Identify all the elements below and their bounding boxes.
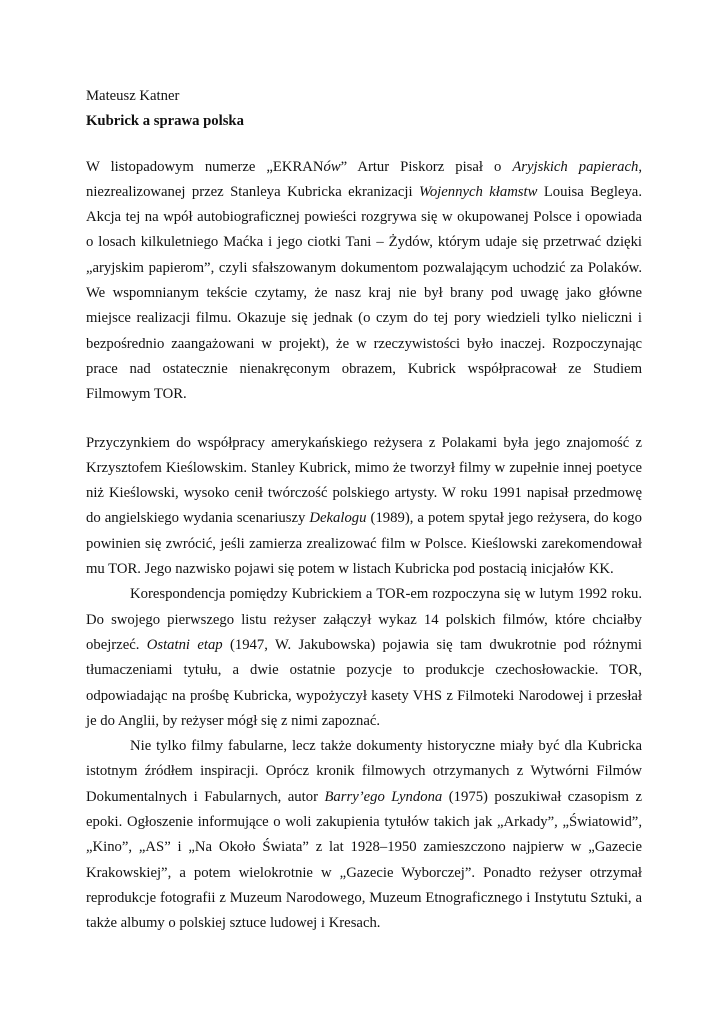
text-run: (1975) poszukiwał czasopism z: [442, 788, 642, 805]
article-body: [86, 155, 642, 937]
text-line: [86, 332, 642, 357]
text-run: powinien się zwrócić, jeśli zamierza zrealizować film w Polsce. Kieślowski zarekomendował: [86, 535, 642, 552]
text-run: niezrealizowanej przez Stanleya Kubricka ekranizacji: [86, 183, 419, 200]
text-run: Dokumentalnych i Fabularnych, autor: [86, 788, 325, 805]
paragraph: [86, 155, 642, 408]
text-line: [86, 481, 642, 506]
text-run: istotnym źródłem inspiracji. Oprócz kronik filmowych otrzymanych z Wytwórni Filmów: [86, 763, 642, 780]
text-run: Krakowskiej”, a potem wielokrotnie w „Gazecie Wyborczej”. Ponadto reżyser otrzymał: [86, 864, 642, 881]
text-run: epoki. Ogłoszenie informujące o woli zakupienia tytułów takich jak „Arkady”, „Światowid”,: [86, 814, 642, 831]
text-run: Louisa Begleya.: [537, 183, 642, 200]
text-run: reprodukcje fotografii z Muzeum Narodowego, Muzeum Etnograficznego i Instytutu Sztuki, a: [86, 889, 642, 906]
text-run: miejsce realizacji filmu. Okazuje się jednak (o czym do tej pory wiedzieli tylko nieliczni i: [86, 310, 642, 327]
text-line: [86, 431, 642, 456]
text-run: „Kino”, „AS” i „Na Około Świata” z lat 1928–1950 zamieszczono najpierw w „Gazecie: [86, 839, 642, 856]
text-line: [86, 810, 642, 835]
text-line: [86, 557, 642, 582]
text-run: także albumy o polskiej sztuce ludowej i Kresach.: [86, 915, 381, 932]
text-line: [86, 582, 642, 607]
document-page: [86, 84, 642, 937]
article-title: Kubrick a sprawa polska: [86, 113, 244, 130]
text-run: o losach kilkuletniego Maćka i jego ciotki Tani – Żydów, którym udaje się przetrwać dzięki: [86, 234, 642, 251]
text-line: [86, 759, 642, 784]
text-line: [86, 861, 642, 886]
text-line: [86, 911, 642, 936]
text-line: [86, 306, 642, 331]
text-run: do angielskiego wydania scenariuszy: [86, 510, 310, 527]
text-line: [86, 658, 642, 683]
text-line: [86, 608, 642, 633]
text-run: tłumaczeniami tytułu, a dwie ostatnie pozycje to produkcje czechosłowackie. TOR,: [86, 662, 642, 679]
text-run: prace nad ostatecznie nienakręconym obrazem, Kubrick współpracował ze Studiem: [86, 360, 642, 377]
text-line: [86, 256, 642, 281]
author-name: Mateusz Katner: [86, 88, 180, 104]
text-run: Akcja tej na wpół autobiograficznej powieści rozgrywa się w okupowanej Polsce i opowiada: [86, 209, 642, 226]
text-run: We wspomnianym tekście czytamy, że nasz kraj nie był brany pod uwagę jako główne: [86, 285, 642, 302]
text-line: [86, 382, 642, 407]
text-run: Krzysztofem Kieślowskim. Stanley Kubrick, mimo że tworzył filmy w zupełnie innej poetyce: [86, 459, 642, 476]
text-run: bezpośrednio zaangażowani w projekt), że w rzeczywistości było inaczej. Rozpoczynając: [86, 335, 642, 352]
paragraph: [86, 582, 642, 734]
text-run: odpowiadając na prośbę Kubricka, wypożyczył kasety VHS z Filmoteki Narodowej i przesłał: [86, 687, 642, 704]
text-run: W listopadowym numerze „EKRAN: [86, 158, 324, 175]
text-line: [86, 506, 642, 531]
text-line: [86, 205, 642, 230]
text-line: [86, 456, 642, 481]
italic-title: Ostatni etap: [146, 636, 223, 653]
italic-title: ów: [323, 158, 341, 175]
text-run: „aryjskim papierom”, czyli sfałszowanym dokumentom pozwalającym uchodzić za Polaków.: [86, 259, 642, 276]
text-run: Korespondencja pomiędzy Kubrickiem a TOR-em rozpoczyna się w lutym 1992 roku.: [130, 586, 642, 603]
italic-title: Dekalogu: [309, 510, 367, 527]
text-run: niż Kieślowski, wysoko cenił twórczość polskiego artysty. W roku 1991 napisał przedmowę: [86, 485, 642, 502]
text-run: ,: [638, 158, 643, 175]
text-run: ” Artur Piskorz pisał o: [340, 158, 513, 175]
text-run: Nie tylko filmy fabularne, lecz także dokumenty historyczne miały być dla Kubricka: [130, 738, 642, 755]
italic-title: Aryjskich papierach: [512, 158, 639, 175]
text-line: [86, 886, 642, 911]
text-run: (1989), a potem spytał jego reżysera, do kogo: [366, 510, 642, 527]
text-line: [86, 532, 642, 557]
text-run: Filmowym TOR.: [86, 386, 187, 403]
paragraph: [86, 431, 642, 583]
text-run: obejrzeć.: [86, 636, 147, 653]
text-line: [86, 155, 642, 180]
text-run: je do Anglii, by reżyser mógł się z nimi zapoznać.: [86, 712, 381, 729]
text-line: [86, 230, 642, 255]
text-line: [86, 835, 642, 860]
text-line: [86, 357, 642, 382]
text-run: mu TOR. Jego nazwisko pojawi się potem w listach Kubricka pod postacią inicjałów KK.: [86, 561, 614, 578]
text-line: [86, 709, 642, 734]
text-line: [86, 180, 642, 205]
text-line: [86, 633, 642, 658]
text-line: [86, 734, 642, 759]
text-line: [86, 684, 642, 709]
paragraph: [86, 734, 642, 936]
text-run: Przyczynkiem do współpracy amerykańskiego reżysera z Polakami była jego znajomość z: [86, 434, 642, 451]
text-run: (1947, W. Jakubowska) pojawia się tam dwukrotnie pod różnymi: [222, 636, 642, 653]
text-line: [86, 785, 642, 810]
italic-title: Barry’ego Lyndona: [324, 788, 443, 805]
italic-title: Wojennych kłamstw: [418, 183, 538, 200]
text-run: Do swojego pierwszego listu reżyser załączył wykaz 14 polskich filmów, które chciałby: [86, 611, 642, 628]
text-line: [86, 281, 642, 306]
